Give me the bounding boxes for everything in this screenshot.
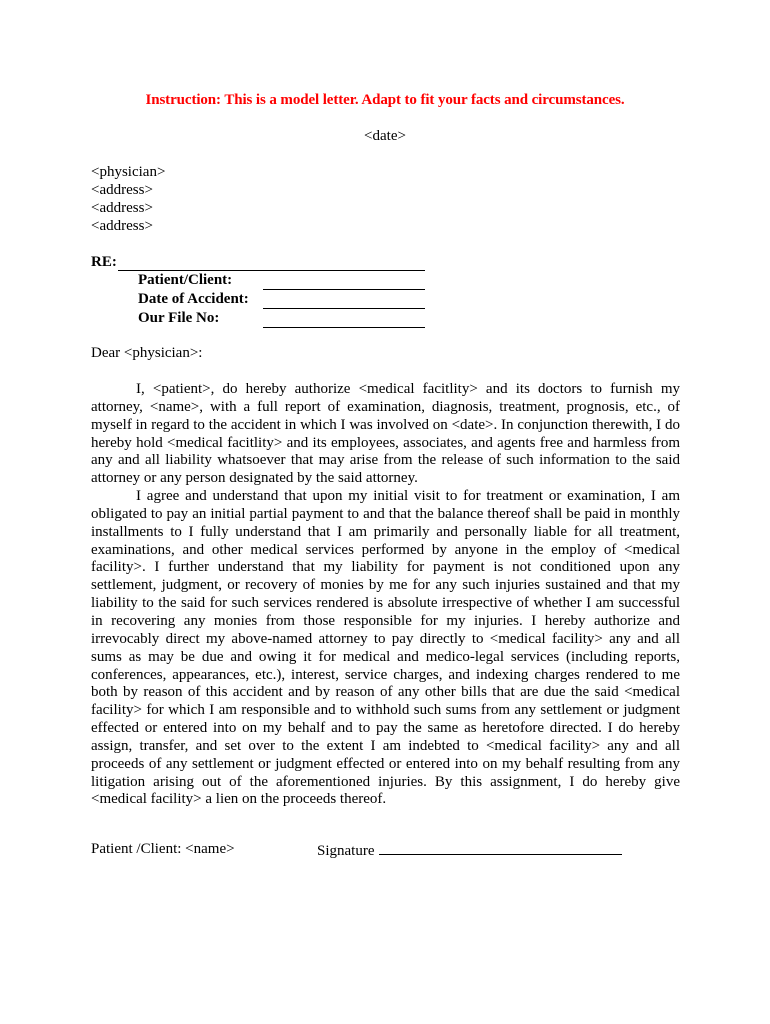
date-of-accident-blank (263, 308, 425, 309)
address-line: <address> (91, 182, 153, 198)
letter-body (91, 381, 680, 809)
recipient-name: <physician> (91, 164, 166, 180)
instruction-note: Instruction: This is a model letter. Adapt to fit your facts and circumstances. (145, 92, 625, 108)
salutation: Dear <physician>: (91, 345, 203, 361)
patient-client-blank (263, 289, 425, 290)
our-file-no-blank (263, 327, 425, 328)
signature-block (317, 841, 622, 860)
date-of-accident-label: Date of Accident: (138, 291, 249, 307)
recipient-address-block (91, 163, 165, 235)
patient-client-name: Patient /Client: <name> (91, 841, 235, 857)
patient-client-label: Patient/Client: (138, 272, 233, 288)
letter-date: <date> (364, 128, 406, 144)
our-file-no-label: Our File No: (138, 310, 220, 326)
body-paragraph: I agree and understand that upon my initial visit to for treatment or examination, I am obligated to pay an initial partial payment to and that the balance thereof shall be paid in monthly installments to I fully understand that I am primarily and personally liable for all treatment, examinations, and other medical services performed by anyone in the employ of <medical facility>. I further understand that my liability for payment is not conditioned upon any settlement, judgment, or recovery of monies by me for any such injuries sustained and that my liability to the said for such services rendered is absolute irrespective of whether I am successful in recovering any monies from those responsible for my injuries. I hereby authorize and irrevocably direct my above-named attorney to pay directly to <medical facility> any and all sums as may be due and owing it for medical and medico-legal services (including reports, conferences, appearances, etc.), interest, service charges, and indexing charges rendered to me both by reason of this accident and by reason of any other bills that are due the said <medical facility> for which I am responsible and to withhold such sums from any settlement or judgment effected or entered into on my behalf and to pay the same as heretofore directed. I do hereby assign, transfer, and set over to the extent I am indebted to <medical facility> any and all proceeds of any settlement or judgment effected or entered into on my behalf resulting from any litigation arising out of the aforementioned injuries. By this assignment, I do hereby give <medical facility> a lien on the proceeds thereof. (91, 488, 680, 808)
signature-label: Signature (317, 843, 375, 859)
re-subject-line (118, 270, 425, 271)
re-label: RE: (91, 254, 117, 270)
body-paragraph: I, <patient>, do hereby authorize <medical facitlity> and its doctors to furnish my attorney, <name>, with a full report of examination, diagnosis, treatment, prognosis, etc., of myself in regard to the accident in which I was involved on <date>. In conjunction therewith, I do hereby hold <medical facitlity> and its employees, associates, and agents free and harmless from any and all liability whatsoever that may arise from the release of such information to the said attorney or any person designated by the said attorney. (91, 381, 680, 487)
address-line: <address> (91, 200, 153, 216)
signature-line (379, 841, 622, 855)
address-line: <address> (91, 218, 153, 234)
